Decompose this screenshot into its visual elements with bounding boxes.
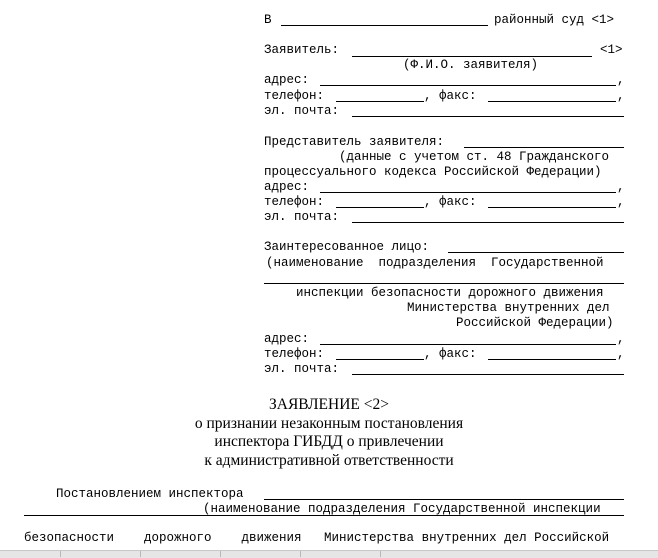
- representative-phone-label: телефон:: [264, 195, 325, 209]
- applicant-phone-field[interactable]: [336, 101, 424, 102]
- document-subtitle-2: инспектора ГИБДД о привлечении: [214, 433, 444, 450]
- court-prefix: В: [264, 13, 272, 27]
- representative-fax-comma: ,: [617, 195, 625, 209]
- applicant-fax-label: , факс:: [424, 89, 477, 103]
- interested-hint-2: инспекции безопасности дорожного движения: [296, 286, 604, 300]
- interested-address-label: адрес:: [264, 332, 310, 346]
- applicant-address-label: адрес:: [264, 73, 310, 87]
- toolbar-separator: [300, 551, 301, 557]
- applicant-phone-label: телефон:: [264, 89, 325, 103]
- toolbar-separator: [140, 551, 141, 557]
- interested-name-field[interactable]: [448, 252, 624, 253]
- court-suffix: районный суд <1>: [494, 13, 615, 27]
- interested-phone-field[interactable]: [336, 359, 424, 360]
- interested-label: Заинтересованное лицо:: [264, 240, 430, 254]
- representative-email-label: эл. почта:: [264, 210, 340, 224]
- applicant-name-field[interactable]: [352, 56, 592, 57]
- applicant-email-label: эл. почта:: [264, 104, 340, 118]
- document-subtitle-3: к административной ответственности: [204, 452, 454, 469]
- body-line-3: безопасности дорожного движения Министерства внутренних дел Российской: [24, 531, 610, 545]
- court-name-field[interactable]: [281, 25, 488, 26]
- interested-fax-field[interactable]: [488, 359, 616, 360]
- representative-hint-1: (данные с учетом ст. 48 Гражданского: [339, 150, 610, 164]
- interested-hint-4: Российской Федерации): [456, 316, 614, 330]
- toolbar-separator: [220, 551, 221, 557]
- representative-address-comma: ,: [617, 180, 625, 194]
- interested-address-comma: ,: [617, 332, 625, 346]
- interested-hint-1: (наименование подразделения Государственной: [266, 256, 604, 270]
- representative-address-field[interactable]: [320, 192, 616, 193]
- representative-label: Представитель заявителя:: [264, 135, 445, 149]
- applicant-fax-comma: ,: [617, 89, 625, 103]
- representative-fax-field[interactable]: [488, 207, 616, 208]
- toolbar-separator: [380, 551, 381, 557]
- representative-address-label: адрес:: [264, 180, 310, 194]
- representative-name-field[interactable]: [464, 147, 624, 148]
- representative-email-field[interactable]: [352, 222, 624, 223]
- representative-hint-2: процессуального кодекса Российской Федерации): [264, 165, 602, 179]
- applicant-address-comma: ,: [617, 73, 625, 87]
- interested-fax-comma: ,: [617, 347, 625, 361]
- applicant-fax-field[interactable]: [488, 101, 616, 102]
- applicant-address-field[interactable]: [320, 85, 616, 86]
- interested-fax-label: , факс:: [424, 347, 477, 361]
- representative-phone-field[interactable]: [336, 207, 424, 208]
- toolbar-separator: [60, 551, 61, 557]
- interested-name-field-2[interactable]: [264, 283, 624, 284]
- interested-phone-label: телефон:: [264, 347, 325, 361]
- inspector-field[interactable]: [264, 499, 624, 500]
- representative-fax-label: , факс:: [424, 195, 477, 209]
- body-line-1: Постановлением инспектора: [56, 487, 244, 501]
- interested-email-field[interactable]: [352, 374, 624, 375]
- interested-hint-3: Министерства внутренних дел: [407, 301, 610, 315]
- interested-address-field[interactable]: [320, 344, 616, 345]
- applicant-label: Заявитель:: [264, 43, 340, 57]
- interested-email-label: эл. почта:: [264, 362, 340, 376]
- applicant-hint: (Ф.И.О. заявителя): [403, 58, 539, 72]
- body-hint: (наименование подразделения Государственной инспекции: [203, 502, 601, 516]
- document-subtitle-1: о признании незаконным постановления: [194, 415, 464, 432]
- inspector-field-2[interactable]: [24, 515, 624, 516]
- document-title: ЗАЯВЛЕНИЕ <2>: [269, 396, 389, 413]
- applicant-note-ref: <1>: [600, 43, 623, 57]
- applicant-email-field[interactable]: [352, 116, 624, 117]
